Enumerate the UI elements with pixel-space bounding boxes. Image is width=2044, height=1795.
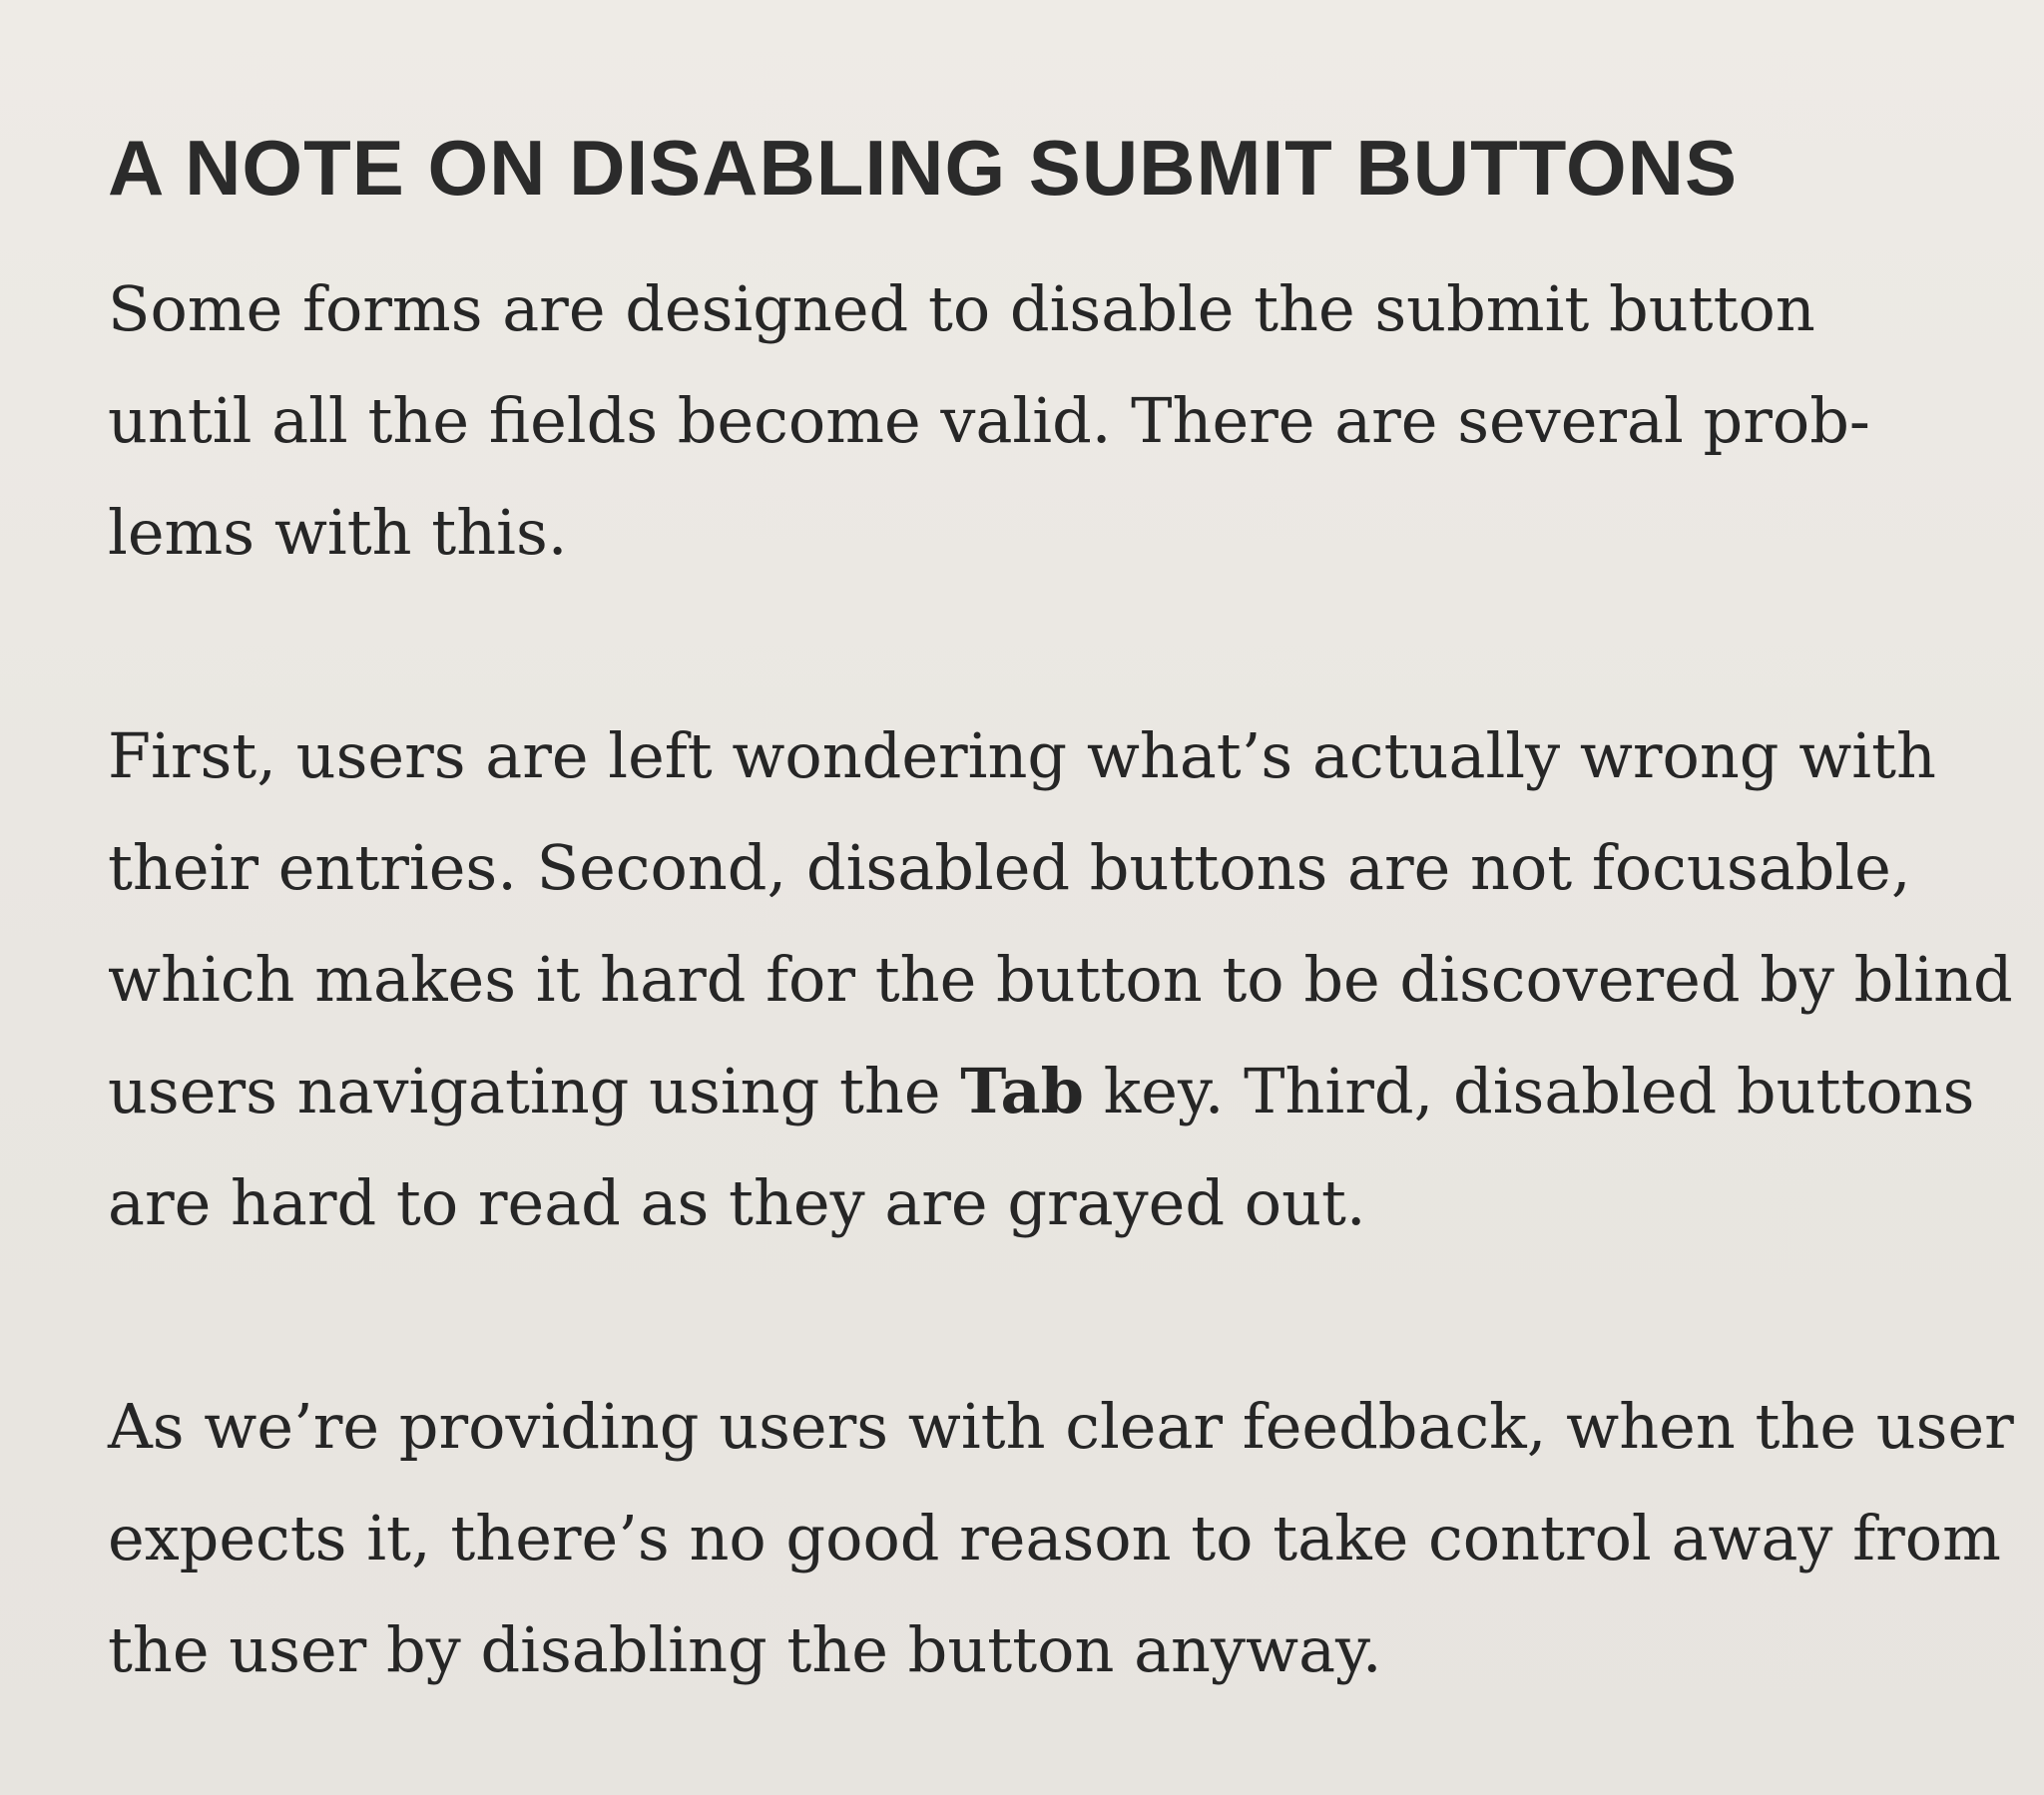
paragraph-intro (108, 253, 2004, 589)
paragraph-problems (108, 700, 2013, 1259)
text-line: First, users are left wondering what’s actually wrong with (108, 719, 1936, 792)
text-line: the user by disabling the button anyway. (108, 1613, 1382, 1686)
text-line: As we’re providing users with clear feedback, when the user (108, 1390, 2014, 1463)
text-fragment: users navigating using the (108, 1055, 961, 1127)
tab-key-label: Tab (960, 1055, 1084, 1127)
text-line: lems with this. (108, 496, 568, 569)
text-line: which makes it hard for the button to be discovered by blind (108, 943, 2013, 1016)
text-line (108, 1036, 2004, 1147)
text-line: until all the fields become valid. There are several prob- (108, 384, 1870, 457)
note-heading: A NOTE ON DISABLING SUBMIT BUTTONS (108, 124, 1738, 212)
text-line: their entries. Second, disabled buttons are not focusable, (108, 831, 1911, 904)
text-fragment: key. Third, disabled buttons (1083, 1055, 1975, 1127)
paragraph-conclusion (108, 1371, 2014, 1706)
text-line: are hard to read as they are grayed out. (108, 1166, 1366, 1239)
text-line: expects it, there’s no good reason to take control away from (108, 1502, 2001, 1574)
text-line: Some forms are designed to disable the submit button (108, 272, 1815, 345)
sidebar-note (108, 118, 2014, 1706)
